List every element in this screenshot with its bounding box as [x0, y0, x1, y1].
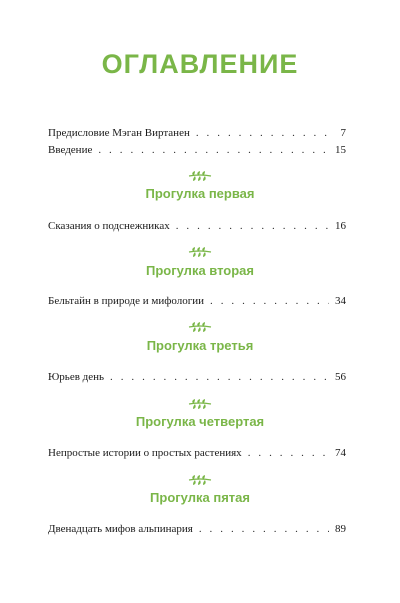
sprig-ornament-icon	[185, 170, 215, 182]
toc-entry-4[interactable]	[48, 446, 346, 460]
section-title-4: Прогулка четвертая	[135, 414, 265, 429]
sprig-ornament-icon	[185, 321, 215, 333]
toc-entry-text: Юрьев день	[48, 371, 105, 383]
sprig-ornament-icon	[185, 398, 215, 410]
toc-entry-text: Введение	[48, 144, 93, 156]
toc-entry-text: Двенадцать мифов альпинария	[48, 523, 193, 535]
toc-page-number: 34	[335, 295, 346, 307]
toc-entry-text: Предисловие Мэган Виртанен	[48, 127, 190, 139]
toc-entry-introduction[interactable]	[48, 143, 346, 157]
dot-leader	[196, 126, 335, 140]
toc-entry-5[interactable]	[48, 522, 346, 536]
toc-page-number: 16	[335, 220, 346, 232]
toc-page-number: 74	[335, 447, 346, 459]
toc-entry-text: Непростые истории о простых растениях	[48, 447, 242, 459]
toc-entry-2[interactable]	[48, 294, 346, 308]
toc-page-number: 15	[335, 144, 346, 156]
dot-leader	[248, 446, 329, 460]
dot-leader	[98, 143, 329, 157]
dot-leader	[199, 522, 329, 536]
toc-page-number: 7	[340, 127, 346, 139]
toc-entry-preface[interactable]	[48, 126, 346, 140]
dot-leader	[110, 370, 329, 384]
toc-entry-3[interactable]	[48, 370, 346, 384]
section-title-2: Прогулка вторая	[145, 263, 255, 278]
toc-entry-text: Бельтайн в природе и мифологии	[48, 295, 205, 307]
dot-leader	[210, 294, 329, 308]
section-title-3: Прогулка третья	[146, 338, 254, 353]
page-title: ОГЛАВЛЕНИЕ	[101, 49, 299, 79]
sprig-ornament-icon	[185, 246, 215, 258]
sprig-ornament-icon	[185, 474, 215, 486]
dot-leader	[176, 219, 329, 233]
section-title-5: Прогулка пятая	[150, 490, 250, 505]
toc-entry-1[interactable]	[48, 219, 346, 233]
toc-page-number: 56	[335, 371, 346, 383]
section-title-1: Прогулка первая	[145, 186, 255, 201]
toc-entry-text: Сказания о подснежниках	[48, 220, 170, 232]
toc-page-number: 89	[335, 523, 346, 535]
